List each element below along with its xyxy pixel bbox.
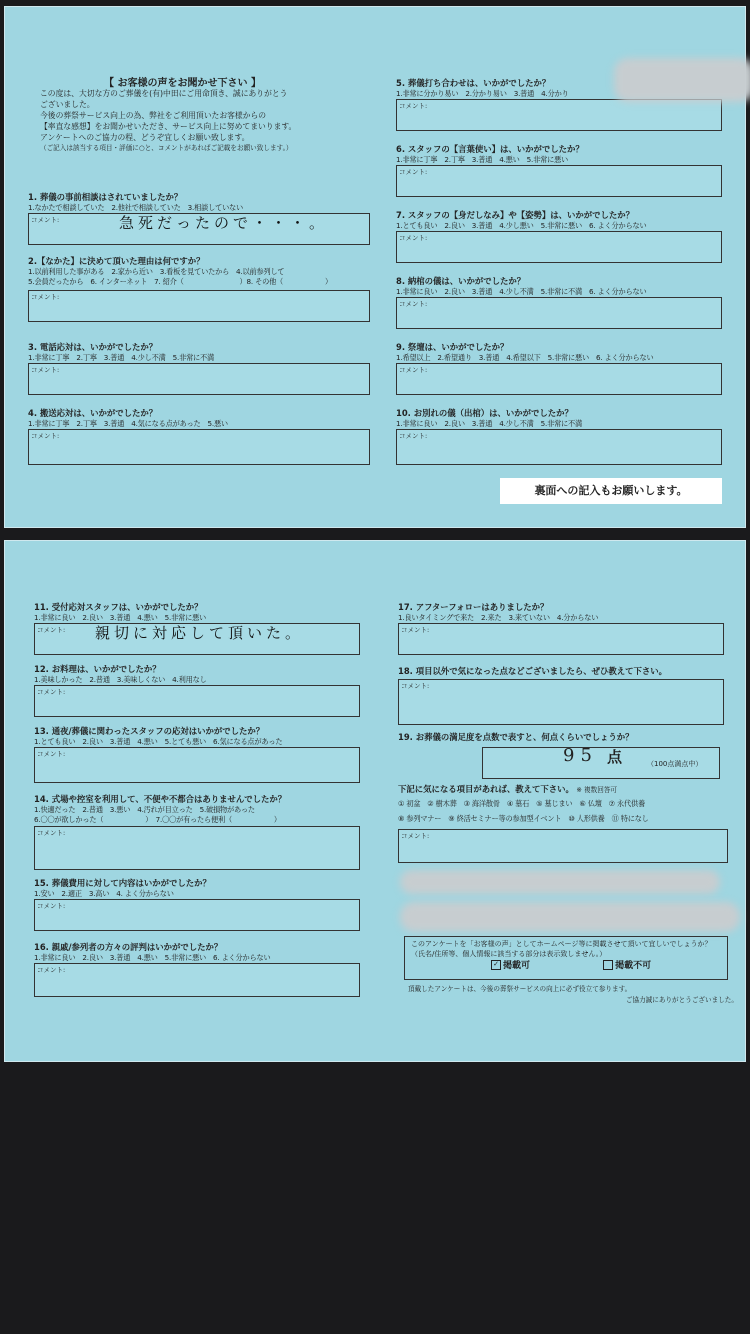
- question-options: 1.非常に丁寧 2.丁寧 3.普通 4.悪い 5.非常に悪い: [396, 154, 569, 164]
- question-text: 6. スタッフの【言葉使い】は、いかがでしたか？: [396, 144, 584, 154]
- question-9: [396, 342, 722, 395]
- back-side-notice: 裏面への記入もお願いします。: [500, 478, 722, 504]
- question-options: 1.非常に良い 2.良い 3.普通 4.悪い 5.非常に悪い 6. よく分からない: [34, 952, 271, 962]
- question-options: 1.非常に良い 2.良い 3.普通 4.悪い 5.非常に悪い: [34, 612, 207, 622]
- question-13: [34, 726, 360, 783]
- comment-label: コメント:: [401, 681, 430, 690]
- question-options: 1.良いタイミングで来た 2.来た 3.来ていない 4.分からない: [398, 612, 599, 622]
- comment-box[interactable]: [396, 99, 722, 131]
- comment-box[interactable]: [398, 679, 724, 725]
- redacted-area: [400, 902, 740, 932]
- question-3: [28, 342, 370, 395]
- consent-no-option[interactable]: [603, 961, 651, 971]
- question-15: [34, 878, 360, 931]
- comment-label: コメント:: [37, 688, 66, 696]
- question-options: 1.非常に丁寧 2.丁寧 3.普通 4.少し不満 5.非常に不満: [28, 352, 215, 362]
- comment-box[interactable]: [34, 685, 360, 717]
- comment-box[interactable]: [34, 623, 360, 655]
- unchecked-icon: [603, 960, 613, 970]
- comment-label: コメント:: [401, 831, 430, 840]
- question-text: 18. 項目以外で気になった点などございましたら、ぜひ教えて下さい。: [398, 666, 667, 676]
- comment-box[interactable]: [28, 429, 370, 465]
- question-options: 1.とても良い 2.良い 3.普通 4.悪い 5.とても悪い 6.気になる点があった: [34, 736, 283, 746]
- interest-title: 下記に気になる項目があれば、教えて下さい。: [398, 784, 574, 794]
- intro-line: 【率直な感想】をお聞かせいただき、サービス向上に努めてまいります。: [40, 122, 297, 131]
- question-options: 6.〇〇が欲しかった（ ） 7.〇〇が有ったら便利（ ）: [34, 815, 281, 824]
- intro-line: 今後の葬祭サービス向上の為、弊社をご利用頂いたお客様からの: [40, 111, 267, 120]
- comment-box[interactable]: [28, 290, 370, 322]
- question-14: [34, 794, 360, 870]
- redacted-area: [614, 58, 750, 102]
- question-options: 1.とても良い 2.良い 3.普通 4.少し悪い 5.非常に悪い 6. よく分からない: [396, 220, 647, 230]
- footer-line: 頂戴したアンケートは、今後の葬祭サービスの向上に必ず役立て参ります。: [408, 985, 632, 993]
- comment-label: コメント:: [31, 216, 60, 224]
- question-6: [396, 144, 722, 197]
- comment-box[interactable]: [28, 213, 370, 245]
- handwritten-comment: 急死だったので・・・。: [119, 214, 329, 232]
- interest-section: [398, 784, 728, 863]
- question-text: 7. スタッフの【身だしなみ】や【姿勢】は、いかがでしたか？: [396, 210, 635, 220]
- comment-box[interactable]: [28, 363, 370, 395]
- consent-no-label: 掲載不可: [615, 960, 652, 971]
- question-text: 1. 葬儀の事前相談はされていましたか？: [28, 192, 183, 202]
- comment-label: コメント:: [31, 292, 60, 301]
- comment-label: コメント:: [37, 626, 66, 634]
- comment-box[interactable]: [34, 963, 360, 997]
- question-options: 1.非常に分かり易い 2.分かり易い 3.普通 4.分かり: [396, 88, 569, 98]
- question-options: 1.希望以上 2.希望通り 3.普通 4.希望以下 5.非常に悪い 6. よく分からない: [396, 352, 654, 362]
- interest-note: ※ 複数回答可: [576, 786, 618, 794]
- comment-box[interactable]: [34, 826, 360, 870]
- survey-footer: [408, 984, 738, 1005]
- survey-intro: [40, 88, 370, 154]
- interest-options: ① 初盆 ② 樹木葬 ③ 海洋散骨 ④ 墓石 ⑤ 墓じまい ⑥ 仏壇 ⑦ 永代供養: [398, 798, 645, 808]
- comment-label: コメント:: [37, 750, 66, 758]
- question-options: 1.安い 2.適正 3.高い 4. よく分からない: [34, 888, 174, 898]
- question-text: 16. 親戚/参列者の方々の評判はいかがでしたか？: [34, 942, 223, 952]
- comment-label: コメント:: [401, 626, 430, 634]
- question-text: 11. 受付応対スタッフは、いかがでしたか？: [34, 602, 203, 612]
- question-options: 1.以前利用した事がある 2.家から近い 3.看板を見ていたから 4.以前参列して: [28, 266, 285, 276]
- question-text: 10. お別れの儀（出棺）は、いかがでしたか？: [396, 408, 573, 418]
- intro-line: アンケートへのご協力の程、どうぞ宜しくお願い致します。: [40, 133, 250, 142]
- question-10: [396, 408, 722, 465]
- score-unit: 点: [607, 747, 623, 766]
- comment-box[interactable]: [34, 747, 360, 783]
- score-box[interactable]: [482, 744, 720, 779]
- footer-line: ご協力誠にありがとうございました。: [625, 995, 738, 1004]
- question-options: 1.快適だった 2.普通 3.悪い 4.汚れが目立った 5.破損物があった: [34, 804, 255, 814]
- question-19: [398, 732, 724, 779]
- question-options: 1.非常に良い 2.良い 3.普通 4.少し不満 5.非常に不満 6. よく分からない: [396, 286, 647, 296]
- question-text: 2.【なかた】に決めて頂いた理由は何ですか？: [28, 256, 205, 266]
- question-options: 1.なかたで相談していた 2.他社で相談していた 3.相談していない: [28, 202, 244, 212]
- question-options: 1.非常に丁寧 2.丁寧 3.普通 4.気になる点があった 5.悪い: [28, 418, 228, 428]
- question-text: 5. 葬儀打ち合わせは、いかがでしたか？: [396, 78, 551, 88]
- question-text: 14. 式場や控室を利用して、不便や不都合はありませんでしたか？: [34, 794, 287, 804]
- intro-line: （ご記入は該当する項目・評価に○と、コメントがあればご記載をお願い致します。）: [40, 144, 293, 152]
- comment-box[interactable]: [34, 899, 360, 931]
- comment-label: コメント:: [37, 828, 66, 837]
- checked-icon: ✓: [491, 960, 501, 970]
- question-text: 4. 搬送応対は、いかがでしたか？: [28, 408, 158, 418]
- comment-box[interactable]: [396, 165, 722, 197]
- comment-label: コメント:: [37, 966, 66, 974]
- question-2: [28, 256, 370, 322]
- question-text: 17. アフターフォローはありましたか？: [398, 602, 549, 612]
- comment-label: コメント:: [399, 432, 428, 440]
- comment-box[interactable]: [396, 363, 722, 395]
- question-16: [34, 942, 360, 997]
- intro-line: この度は、大切な方のご葬儀を(有)中田にご用命頂き、誠にありがとう: [40, 89, 288, 98]
- question-options: 1.美味しかった 2.普通 3.美味しくない 4.利用なし: [34, 674, 207, 684]
- comment-label: コメント:: [31, 366, 60, 374]
- comment-label: コメント:: [399, 234, 428, 242]
- comment-label: コメント:: [399, 366, 428, 374]
- comment-box[interactable]: [396, 231, 722, 263]
- comment-label: コメント:: [399, 300, 428, 308]
- comment-box[interactable]: [396, 297, 722, 329]
- question-17: [398, 602, 724, 655]
- handwritten-comment: 親切に対応して頂いた。: [95, 624, 305, 642]
- question-1: [28, 192, 370, 245]
- question-text: 9. 祭壇は、いかがでしたか？: [396, 342, 509, 352]
- score-note: （100点満点中）: [647, 759, 703, 768]
- comment-label: コメント:: [399, 168, 428, 176]
- question-8: [396, 276, 722, 329]
- survey-page-back: [4, 540, 746, 1062]
- redacted-area: [400, 870, 720, 894]
- consent-yes-label: 掲載可: [503, 960, 531, 971]
- question-12: [34, 664, 360, 717]
- question-7: [396, 210, 722, 263]
- comment-label: コメント:: [31, 432, 60, 440]
- consent-text: このアンケートを「お客様の声」としてホームページ等に掲載させて頂いて宜しいでしょうか？（氏名/住所等、個人情報に該当する部分は表示致しません。）: [411, 940, 712, 958]
- comment-label: コメント:: [399, 102, 428, 110]
- question-text: 13. 通夜/葬儀に関わったスタッフの応対はいかがでしたか？: [34, 726, 265, 736]
- question-text: 19. お葬儀の満足度を点数で表すと、何点くらいでしょうか？: [398, 732, 634, 742]
- question-11: [34, 602, 360, 655]
- consent-box: [404, 936, 728, 980]
- consent-yes-option[interactable]: [491, 961, 530, 971]
- question-text: 15. 葬儀費用に対して内容はいかがでしたか？: [34, 878, 211, 888]
- comment-label: コメント:: [37, 902, 66, 910]
- survey-title: 【 お客様の声をお聞かせ下さい 】: [104, 78, 261, 89]
- question-text: 12. お料理は、いかがでしたか？: [34, 664, 161, 674]
- question-text: 8. 納棺の儀は、いかがでしたか？: [396, 276, 526, 286]
- comment-box[interactable]: [398, 623, 724, 655]
- comment-box[interactable]: [396, 429, 722, 465]
- survey-page-front: [4, 6, 746, 528]
- question-text: 3. 電話応対は、いかがでしたか？: [28, 342, 158, 352]
- comment-box[interactable]: [398, 829, 728, 863]
- interest-options: ⑧ 参列マナー ⑨ 終活セミナー等の参加型イベント ⑩ 人形供養 ⑪ 特になし: [398, 814, 649, 823]
- question-18: [398, 666, 724, 725]
- question-options: 1.非常に良い 2.良い 3.普通 4.少し不満 5.非常に不満: [396, 418, 583, 428]
- intro-line: ございました。: [40, 100, 95, 109]
- score-value: 95: [563, 744, 598, 766]
- question-4: [28, 408, 370, 465]
- question-options: 5.会員だったから 6. インターネット 7. 紹介（ ）8. その他（ ）: [28, 277, 332, 286]
